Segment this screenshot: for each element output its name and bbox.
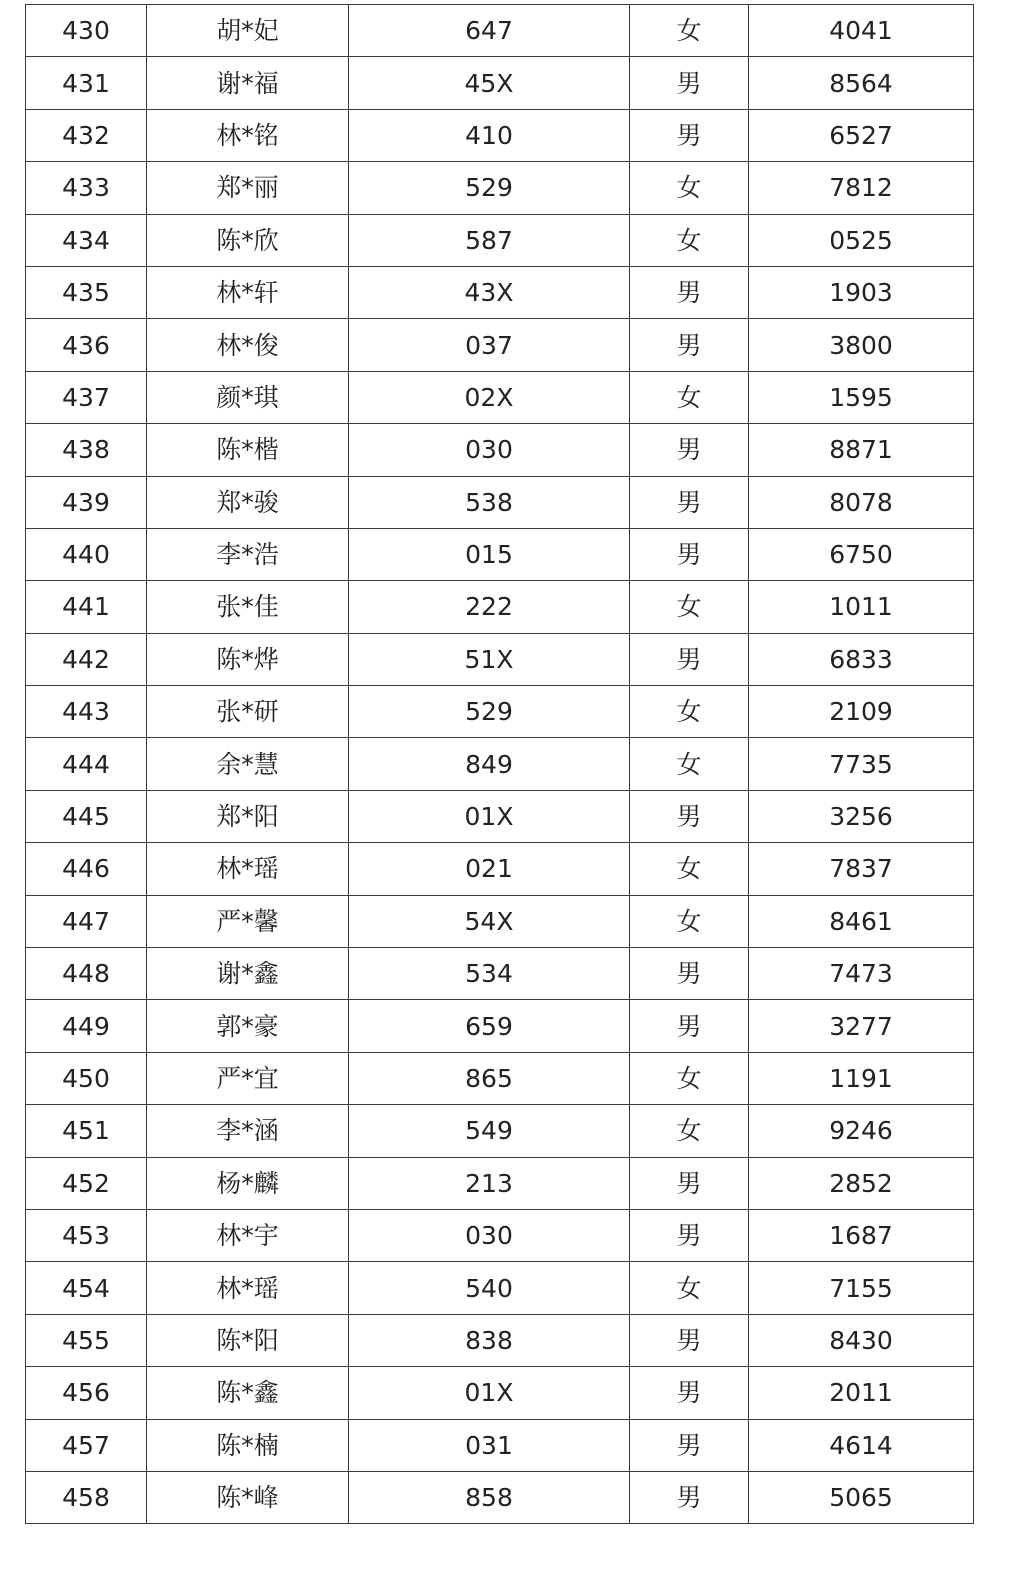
gender-cell: 男 [630,1367,749,1419]
row-number-cell: 439 [26,476,147,528]
row-number-cell: 432 [26,109,147,161]
id-suffix-cell: 534 [349,948,630,1000]
gender-cell: 女 [630,5,749,57]
id-suffix-cell: 45X [349,57,630,109]
row-number-cell: 453 [26,1209,147,1261]
name-cell: 郑*骏 [147,476,349,528]
name-cell: 陈*烨 [147,633,349,685]
phone-suffix-cell: 9246 [749,1105,974,1157]
phone-suffix-cell: 1595 [749,371,974,423]
phone-suffix-cell: 7735 [749,738,974,790]
name-cell: 林*俊 [147,319,349,371]
id-suffix-cell: 030 [349,424,630,476]
gender-cell: 男 [630,319,749,371]
row-number-cell: 441 [26,581,147,633]
phone-suffix-cell: 2109 [749,686,974,738]
row-number-cell: 454 [26,1262,147,1314]
name-cell: 陈*鑫 [147,1367,349,1419]
gender-cell: 男 [630,57,749,109]
phone-suffix-cell: 3277 [749,1000,974,1052]
gender-cell: 男 [630,948,749,1000]
name-cell: 严*馨 [147,895,349,947]
row-number-cell: 440 [26,528,147,580]
gender-cell: 女 [630,895,749,947]
name-cell: 林*轩 [147,266,349,318]
table-row [26,686,974,738]
table-row [26,476,974,528]
name-cell: 郭*豪 [147,1000,349,1052]
gender-cell: 男 [630,1000,749,1052]
phone-suffix-cell: 2011 [749,1367,974,1419]
table-row [26,738,974,790]
id-suffix-cell: 43X [349,266,630,318]
phone-suffix-cell: 7155 [749,1262,974,1314]
name-cell: 陈*欣 [147,214,349,266]
id-suffix-cell: 213 [349,1157,630,1209]
table-row [26,1471,974,1523]
phone-suffix-cell: 8461 [749,895,974,947]
table-row [26,1105,974,1157]
gender-cell: 男 [630,528,749,580]
id-suffix-cell: 659 [349,1000,630,1052]
row-number-cell: 431 [26,57,147,109]
table-row [26,57,974,109]
phone-suffix-cell: 8430 [749,1314,974,1366]
table-row [26,266,974,318]
row-number-cell: 449 [26,1000,147,1052]
gender-cell: 女 [630,214,749,266]
row-number-cell: 438 [26,424,147,476]
row-number-cell: 457 [26,1419,147,1471]
phone-suffix-cell: 0525 [749,214,974,266]
phone-suffix-cell: 6750 [749,528,974,580]
row-number-cell: 446 [26,843,147,895]
id-suffix-cell: 647 [349,5,630,57]
table-row [26,109,974,161]
name-cell: 杨*麟 [147,1157,349,1209]
table-row [26,371,974,423]
table-row [26,5,974,57]
row-number-cell: 434 [26,214,147,266]
id-suffix-cell: 51X [349,633,630,685]
name-cell: 余*慧 [147,738,349,790]
id-suffix-cell: 529 [349,686,630,738]
table-row [26,214,974,266]
name-cell: 谢*鑫 [147,948,349,1000]
gender-cell: 男 [630,266,749,318]
phone-suffix-cell: 7473 [749,948,974,1000]
phone-suffix-cell: 8078 [749,476,974,528]
table-row [26,1262,974,1314]
phone-suffix-cell: 6527 [749,109,974,161]
id-suffix-cell: 54X [349,895,630,947]
id-suffix-cell: 865 [349,1052,630,1104]
phone-suffix-cell: 1687 [749,1209,974,1261]
id-suffix-cell: 01X [349,1367,630,1419]
name-cell: 陈*峰 [147,1471,349,1523]
id-suffix-cell: 02X [349,371,630,423]
name-cell: 严*宜 [147,1052,349,1104]
gender-cell: 女 [630,1105,749,1157]
phone-suffix-cell: 2852 [749,1157,974,1209]
row-number-cell: 447 [26,895,147,947]
id-suffix-cell: 529 [349,162,630,214]
gender-cell: 女 [630,1052,749,1104]
table-row [26,162,974,214]
table-row [26,633,974,685]
name-cell: 林*铭 [147,109,349,161]
roster-sheet [25,4,973,1524]
gender-cell: 男 [630,109,749,161]
id-suffix-cell: 587 [349,214,630,266]
id-suffix-cell: 021 [349,843,630,895]
row-number-cell: 444 [26,738,147,790]
row-number-cell: 456 [26,1367,147,1419]
row-number-cell: 452 [26,1157,147,1209]
table-row [26,1209,974,1261]
name-cell: 陈*楷 [147,424,349,476]
row-number-cell: 455 [26,1314,147,1366]
gender-cell: 女 [630,162,749,214]
table-row [26,528,974,580]
gender-cell: 男 [630,424,749,476]
id-suffix-cell: 410 [349,109,630,161]
row-number-cell: 445 [26,790,147,842]
id-suffix-cell: 540 [349,1262,630,1314]
row-number-cell: 448 [26,948,147,1000]
table-row [26,1052,974,1104]
gender-cell: 男 [630,1419,749,1471]
id-suffix-cell: 549 [349,1105,630,1157]
gender-cell: 女 [630,581,749,633]
name-cell: 胡*妃 [147,5,349,57]
roster-table-body [26,5,974,1524]
gender-cell: 女 [630,371,749,423]
row-number-cell: 430 [26,5,147,57]
table-row [26,843,974,895]
gender-cell: 女 [630,843,749,895]
id-suffix-cell: 037 [349,319,630,371]
table-row [26,1367,974,1419]
name-cell: 李*涵 [147,1105,349,1157]
gender-cell: 男 [630,790,749,842]
gender-cell: 男 [630,1209,749,1261]
row-number-cell: 450 [26,1052,147,1104]
id-suffix-cell: 015 [349,528,630,580]
phone-suffix-cell: 8564 [749,57,974,109]
name-cell: 郑*阳 [147,790,349,842]
table-row [26,1419,974,1471]
phone-suffix-cell: 7837 [749,843,974,895]
phone-suffix-cell: 1191 [749,1052,974,1104]
id-suffix-cell: 838 [349,1314,630,1366]
id-suffix-cell: 01X [349,790,630,842]
gender-cell: 男 [630,1471,749,1523]
table-row [26,1314,974,1366]
gender-cell: 女 [630,686,749,738]
table-row [26,581,974,633]
table-row [26,319,974,371]
table-row [26,790,974,842]
row-number-cell: 437 [26,371,147,423]
table-row [26,948,974,1000]
id-suffix-cell: 849 [349,738,630,790]
phone-suffix-cell: 6833 [749,633,974,685]
gender-cell: 男 [630,633,749,685]
gender-cell: 男 [630,1157,749,1209]
name-cell: 郑*丽 [147,162,349,214]
gender-cell: 男 [630,476,749,528]
gender-cell: 男 [630,1314,749,1366]
phone-suffix-cell: 1903 [749,266,974,318]
name-cell: 林*瑶 [147,1262,349,1314]
id-suffix-cell: 858 [349,1471,630,1523]
row-number-cell: 443 [26,686,147,738]
phone-suffix-cell: 3800 [749,319,974,371]
row-number-cell: 451 [26,1105,147,1157]
table-row [26,1157,974,1209]
row-number-cell: 442 [26,633,147,685]
row-number-cell: 435 [26,266,147,318]
name-cell: 林*宇 [147,1209,349,1261]
phone-suffix-cell: 4614 [749,1419,974,1471]
row-number-cell: 436 [26,319,147,371]
row-number-cell: 458 [26,1471,147,1523]
phone-suffix-cell: 5065 [749,1471,974,1523]
name-cell: 陈*阳 [147,1314,349,1366]
phone-suffix-cell: 3256 [749,790,974,842]
table-row [26,895,974,947]
phone-suffix-cell: 1011 [749,581,974,633]
roster-table [25,4,974,1524]
id-suffix-cell: 031 [349,1419,630,1471]
table-row [26,1000,974,1052]
name-cell: 李*浩 [147,528,349,580]
phone-suffix-cell: 4041 [749,5,974,57]
name-cell: 张*佳 [147,581,349,633]
name-cell: 谢*福 [147,57,349,109]
table-row [26,424,974,476]
name-cell: 张*研 [147,686,349,738]
row-number-cell: 433 [26,162,147,214]
name-cell: 林*瑶 [147,843,349,895]
id-suffix-cell: 222 [349,581,630,633]
id-suffix-cell: 538 [349,476,630,528]
gender-cell: 女 [630,1262,749,1314]
phone-suffix-cell: 7812 [749,162,974,214]
name-cell: 陈*楠 [147,1419,349,1471]
gender-cell: 女 [630,738,749,790]
name-cell: 颜*琪 [147,371,349,423]
phone-suffix-cell: 8871 [749,424,974,476]
id-suffix-cell: 030 [349,1209,630,1261]
